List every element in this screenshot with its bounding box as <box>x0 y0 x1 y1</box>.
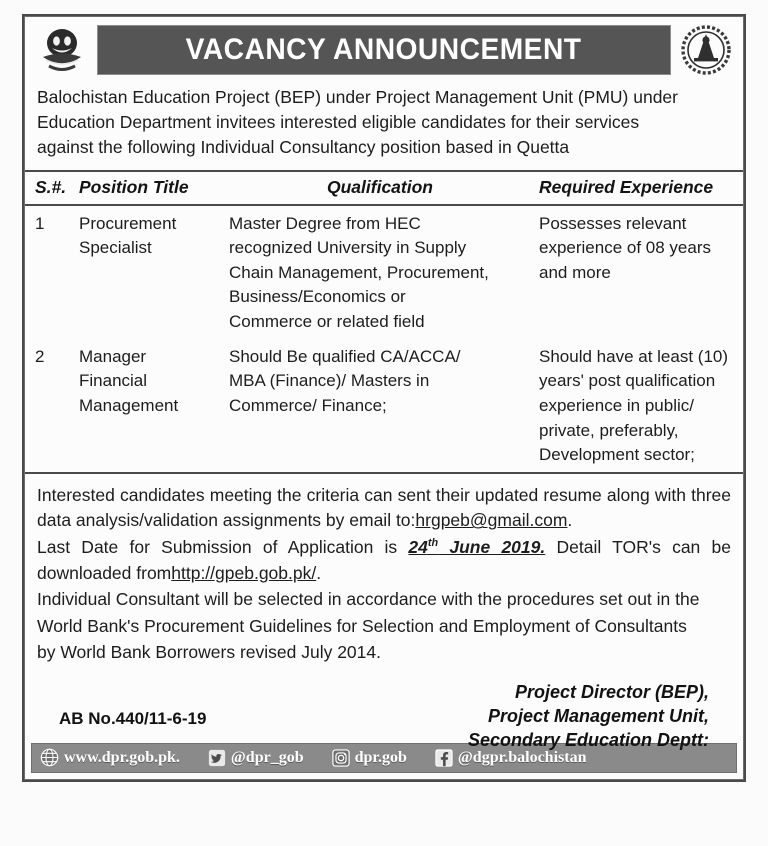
position-title-line: Procurement <box>79 213 177 233</box>
experience-line: experience in public/ <box>539 396 694 416</box>
paragraph-selection-line-3: by World Bank Borrowers revised July 2014. <box>37 642 381 663</box>
social-item-twitter[interactable] <box>208 749 304 767</box>
cell-qualification <box>225 205 535 339</box>
column-header-sn: S.#. <box>35 176 67 197</box>
header <box>25 17 743 81</box>
cell-qualification <box>225 339 535 472</box>
signature-line-2: Project Management Unit, <box>487 705 709 726</box>
paragraph-selection-line-1: Individual Consultant will be selected in accordance with the procedures set out in the <box>37 589 700 610</box>
column-header-position-title: Position Title <box>79 176 189 197</box>
website-link[interactable]: http://gpeb.gob.pk/ <box>171 562 317 583</box>
cell-position-title <box>75 339 225 472</box>
instagram-icon <box>332 749 350 767</box>
position-title-line: Management <box>79 396 179 416</box>
social-item-instagram[interactable] <box>332 749 407 767</box>
experience-line: experience of 08 years <box>539 238 711 258</box>
submission-period: . <box>567 510 573 531</box>
position-title-line: Specialist <box>79 238 152 258</box>
cell-sn: 2 <box>35 346 45 366</box>
instagram-label: dpr.gob <box>354 748 407 766</box>
qualification-line: MBA (Finance)/ Masters in <box>229 371 430 391</box>
intro-paragraph <box>25 81 743 170</box>
globe-icon <box>40 748 59 767</box>
qualification-line: Commerce or related field <box>229 312 425 332</box>
qualification-line: recognized University in Supply <box>229 238 467 258</box>
table-row <box>25 205 743 339</box>
page-title: VACANCY ANNOUNCEMENT <box>186 33 582 66</box>
table-body <box>25 205 743 472</box>
positions-table <box>25 172 743 472</box>
social-item-facebook[interactable] <box>435 749 587 767</box>
signature-line-1: Project Director (BEP), <box>514 681 709 702</box>
deadline-text: Last Date for Submission of Application is <box>37 537 409 558</box>
experience-line: Development sector; <box>539 445 695 465</box>
email-link[interactable]: hrgpeb@gmail.com <box>415 510 568 531</box>
column-header-qualification: Qualification <box>327 176 433 197</box>
deadline-date <box>408 537 545 557</box>
secondary-education-department-seal-icon <box>679 23 733 77</box>
position-title-line: Financial <box>79 371 148 391</box>
facebook-label: @dgpr.balochistan <box>457 748 587 766</box>
title-banner <box>97 25 671 75</box>
experience-line: Should have at least (10) <box>539 346 729 366</box>
column-header-required-experience: Required Experience <box>539 176 714 197</box>
intro-line-1: Balochistan Education Project (BEP) under Project Management Unit (PMU) under <box>37 87 678 107</box>
announcement-frame-inner <box>24 16 744 780</box>
experience-line: years' post qualification <box>539 371 716 391</box>
paragraph-deadline <box>37 535 731 586</box>
deadline-month-year: June 2019. <box>438 537 546 558</box>
tor-period: . <box>316 562 322 583</box>
twitter-label: @dpr_gob <box>230 748 304 766</box>
cell-required-experience <box>535 339 743 472</box>
intro-line-2: Education Department invitees interested eligible candidates for their services <box>37 111 640 132</box>
qualification-line: Commerce/ Finance; <box>229 396 387 416</box>
deadline-suffix: th <box>427 537 439 550</box>
social-item-website[interactable] <box>40 748 180 767</box>
qualification-line: Should Be qualified CA/ACCA/ <box>229 346 461 366</box>
cell-required-experience <box>535 205 743 339</box>
position-title-line: Manager <box>79 346 147 366</box>
experience-line: private, preferably, <box>539 420 679 440</box>
twitter-icon <box>208 749 226 767</box>
intro-line-3: against the following Individual Consultancy position based in Quetta <box>37 136 570 157</box>
reference-number: AB No.440/11-6-19 <box>59 708 207 728</box>
table-row <box>25 339 743 472</box>
qualification-line: Master Degree from HEC <box>229 213 421 233</box>
signature-line-3: Secondary Education Deptt: <box>467 729 709 750</box>
website-label: www.dpr.gob.pk. <box>64 748 180 766</box>
announcement-frame-outer <box>22 14 746 782</box>
qualification-line: Business/Economics or <box>229 287 406 307</box>
qualification-line: Chain Management, Procurement, <box>229 262 489 282</box>
tor-text: Detail TOR's can be downloaded from <box>37 537 731 583</box>
paragraph-selection-line-2: World Bank's Procurement Guidelines for Selection and Employment of Consultants <box>37 615 687 636</box>
table-header-row <box>25 172 743 205</box>
balochistan-government-emblem-icon <box>35 23 89 77</box>
facebook-icon <box>435 749 453 767</box>
deadline-day: 24 <box>408 537 428 558</box>
cell-position-title <box>75 205 225 339</box>
paragraph-submission <box>37 483 731 534</box>
application-instructions <box>25 474 743 675</box>
experience-line: Possesses relevant <box>539 213 687 233</box>
submission-text: Interested candidates meeting the criteria can sent their updated resume along with three data analysis/validation assignments by email to: <box>37 484 731 531</box>
cell-sn: 1 <box>35 213 45 233</box>
experience-line: and more <box>539 262 611 282</box>
